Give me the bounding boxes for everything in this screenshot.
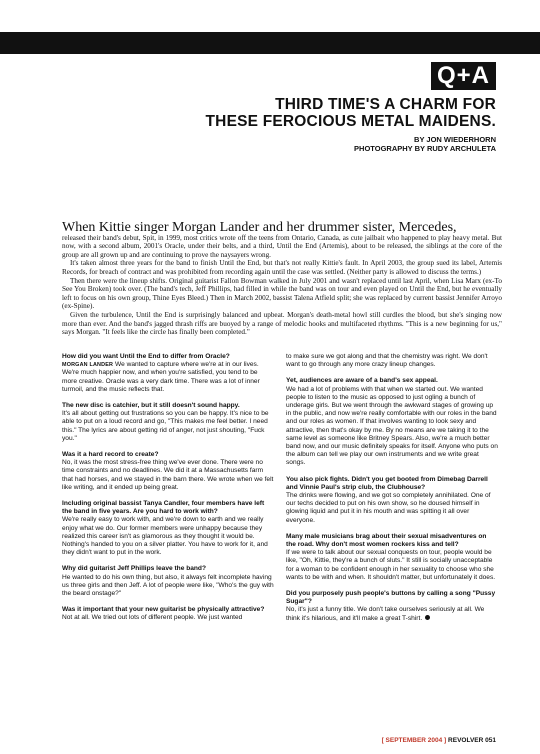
page-folio — [382, 737, 496, 744]
question: Was it important that your new guitarist be physically attractive? — [62, 606, 265, 614]
byline — [354, 135, 496, 153]
headline — [166, 96, 496, 130]
answer — [286, 606, 498, 622]
lead-opening: When Kittie singer Morgan Lander and her drummer sister, Mercedes, — [62, 220, 457, 235]
lead-intro — [62, 220, 502, 337]
qa-item — [286, 377, 498, 467]
byline-writer: BY JON WIEDERHORN — [414, 135, 496, 144]
folio-issue: [ SEPTEMBER 2004 ] — [381, 737, 447, 744]
folio-page-number: 051 — [485, 737, 496, 744]
end-mark-icon — [425, 615, 430, 620]
qa-item — [286, 353, 498, 369]
interview-column-left — [62, 353, 274, 631]
answer-text: We had a lot of problems with that when we started out. We wanted people to listen to the music as opposed to just ogling a bunch of underage girls. But we went through the awkward stages of growing up in the public, and now we're really comfortable with our roles in the band and our roles as women. If that involves wanting to look sexy and attractive, then that's okay by me. By no means are we taking it to the same level as someone like Britney Spears. Also, we're a much better band now, and our music definitely speaks for itself. Anyone who puts on the album can tell we play our own instruments and we write great songs. — [286, 385, 498, 467]
question: Including original bassist Tanya Candler, four members have left the band in five years. Are you hard to work with? — [62, 500, 265, 516]
lead-paragraph-3: Then there were the lineup shifts. Original guitarist Fallon Bowman walked in July 2001 and wasn't replaced until last April, when Lisa Marx (ex-To See You Broken) took over. (The band's tech, Jeff Phillips, had filled in while the band was on tour and even played on Until the End, but he eventually left to focus on his own group, Thine Eyes Bleed.) Then in March 2002, bassist Talena Atfield split; she was replaced by current bassist Jennifer Arroyo (ex-Spine). — [62, 276, 502, 311]
answer-text: to make sure we got along and that the chemistry was right. We don't want to go through any more crazy lineup changes. — [286, 353, 488, 369]
qa-item — [286, 590, 498, 623]
qa-item — [62, 353, 274, 394]
byline-photographer: PHOTOGRAPHY BY RUDY ARCHULETA — [354, 144, 496, 153]
question: Was it a hard record to create? — [62, 451, 159, 459]
question: Yet, audiences are aware of a band's sex appeal. — [286, 377, 438, 385]
answer-text: We wanted to capture where we're at in our lives. We're much happier now, and when you're satisfied, you tend to be more creative. Oracle was a very dark time. There was a lot of inner turmoil, and the music reflects that. — [62, 361, 260, 393]
folio-magazine: REVOLVER — [448, 737, 484, 744]
answer-text: If we were to talk about our sexual conquests on tour, people would be like, "Oh, Kittie, they're a bunch of sluts." It still is socially unacceptable for a woman to be confident enough in her sexuality to choose who she wants to be with and when. It shouldn't matter, but unfortunately it does. — [286, 549, 496, 581]
question: Did you purposely push people's buttons by calling a song "Pussy Sugar"? — [286, 590, 496, 606]
question: You also pick fights. Didn't you get booted from Dimebag Darrell and Vinnie Paul's strip club, the Clubhouse? — [286, 475, 488, 491]
answer-text: No, it was the most stress-free thing we've ever done. There were no time constraints and no deadlines. We did it at a Massachusetts farm that had horses, and we stayed in the barn there. We wrote when we felt like writing, and it ended up being great. — [62, 459, 274, 491]
qa-item — [62, 402, 274, 443]
lead-paragraph-1 — [62, 220, 502, 259]
qa-item — [286, 476, 498, 525]
answer-text: The drinks were flowing, and we got so completely annihilated. One of our techs decided to put on his own show, so he doused himself in glowing liquid and put it in his mouth and was spitting it all over everyone. — [286, 492, 491, 524]
question: The new disc is catchier, but it still doesn't sound happy. — [62, 402, 240, 410]
question: Many male musicians brag about their sexual misadventures on the road. Why don't most women rockers kiss and tell? — [286, 532, 487, 549]
qa-item — [62, 606, 274, 622]
interview-column-right — [286, 353, 498, 631]
qa-item — [62, 565, 274, 598]
answer-text: Not at all. We tried out lots of different people. We just wanted — [62, 614, 243, 622]
section-label-qa: Q+A — [431, 62, 496, 90]
top-black-bar — [0, 32, 540, 54]
speaker-label: MORGAN LANDER — [62, 362, 114, 369]
lead-paragraph-2: It's taken almost three years for the band to finish Until the End, but that's not really Kittie's fault. In April 2003, the group sued its label, Artemis Records, for breach of contract and was prohibited from recording again until the case was settled. (Neither party is allowed to discuss the terms.) — [62, 259, 502, 276]
answer-text: It's all about getting out frustrations so you can be happy. It's nice to be able to put on a loud record and go, "This makes me feel better. I need this." The lyrics are about getting rid of anger, not just shouting, "Fuck you." — [62, 410, 269, 442]
lead-paragraph-4: Given the turbulence, Until the End is surprisingly balanced and upbeat. Morgan's death-metal howl still curdles the blood, but she's singing now more than ever. And the band's jagged thrash riffs are buoyed by a range of melodic hooks and multifaceted rhythms. "This is a new beginning for us," says Morgan. "It feels like the circle has finally been completed." — [62, 310, 502, 337]
question: Why did guitarist Jeff Phillips leave the band? — [62, 565, 206, 573]
qa-item — [62, 451, 274, 492]
question: How did you want Until the End to differ from Oracle? — [62, 353, 230, 360]
qa-item — [286, 533, 498, 582]
answer-text: No, it's just a funny title. We don't take ourselves seriously at all. We think it's hilarious, and it'll make a great T-shirt. — [286, 606, 485, 622]
lead-paragraph-1-rest: released their band's debut, Spit, in 1999, most critics wrote off the teens from Ontario, Canada, as cute jailbait who happened to play heavy metal. But now, with a second album, 2001's Oracle, under their belts, and a third, Until the End (Artemis), about to be released, the siblings at the core of the group are all grown up and are continuing to prove the naysayers wrong. — [62, 233, 502, 259]
answer-text: He wanted to do his own thing, but also, it always felt incomplete having us three girls and then Jeff. A lot of people were like, "Who's the guy with the beard onstage?" — [62, 573, 274, 598]
qa-item — [62, 500, 274, 557]
headline-line-1: THIRD TIME'S A CHARM FOR — [275, 96, 496, 113]
answer-text: We're really easy to work with, and we're down to earth and we really enjoy what we do. Our former members were unhappy because they realized this career isn't as glamorous as they thought it would be. Nothing's handed to you on a silver platter. You have to work for it, and they didn't want to put in the work. — [62, 516, 268, 557]
headline-line-2: THESE FEROCIOUS METAL MAIDENS. — [205, 113, 496, 130]
answer — [62, 361, 274, 394]
